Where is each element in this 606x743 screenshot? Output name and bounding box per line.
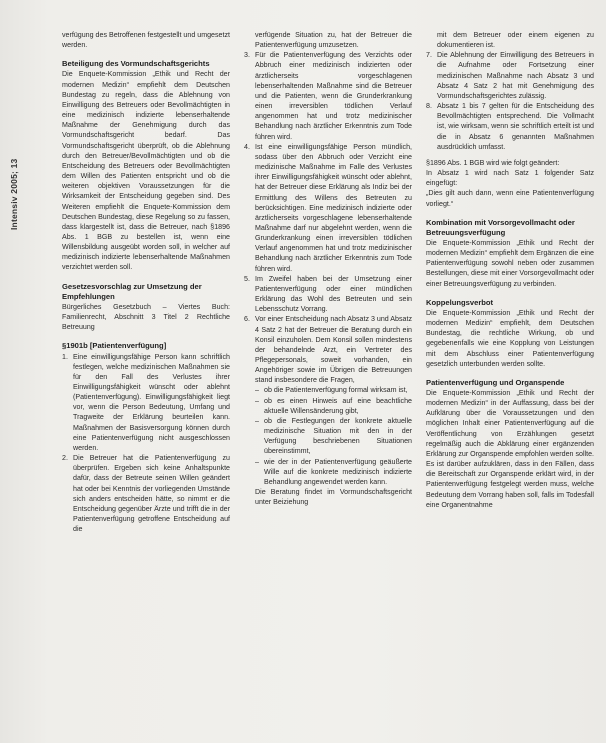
bullet-text: ob es einen Hinweis auf eine beachtliche aktuelle Willensänderung gibt, xyxy=(264,396,412,415)
paragraph: mit dem Betreuer oder einem eigenen zu dokumentieren ist. xyxy=(437,31,594,50)
numbered-list xyxy=(62,352,230,535)
paragraph: „Dies gilt auch dann, wenn eine Patientenverfügung vorliegt.“ xyxy=(426,189,594,208)
list-item-continued xyxy=(244,30,412,50)
journal-issue-label: Intensiv 2005; 13 xyxy=(9,158,19,230)
paragraph: Die Enquete-Kommission „Ethik und Recht der modernen Medizin“ empfiehlt dem Deutschen Bundestag zu regeln, dass die Ablehnung von Einwilligung des Betreuers oder Bevollmächtigten in eine medizinisch indizierte lebenserhaltende Maßnahme der Genehmigung durch das Vormundschaftsgericht bedarf. Das Vormundschaftsgericht überprüft, ob die Ablehnung durch den Betreuer/Bevollmächtigten und ob die Entscheidung des Betreuers oder Bevollmächtigten dem Willen des Patienten entspricht und ob die weiteren objektiven Voraussetzungen für die Wirksamkeit der Entscheidung gegeben sind. Des Weiteren empfiehlt die Enquete-Kommission dem Deutschen Bundestag, diese Regelung so zu fassen, dass klargestellt ist, dass die Betreuer, nach §1896 Abs. 1 BGB zu bestellen ist, wenn eine Willensbildung ausgeübt worden soll, in welcher auf medizinisch indizierte lebenserhaltende Maßnahmen verzichtet werden soll. xyxy=(62,70,230,272)
paragraph: verfügende Situation zu, hat der Betreuer die Patientenverfügung umzusetzen. xyxy=(255,31,412,50)
section-heading: Gesetzesvorschlag zur Umsetzung der Empfehlungen xyxy=(62,281,202,301)
bullet-text: ob die Festlegungen der konkrete aktuelle medizinische Situation mit den in der Verfügung beschriebenen Situationen übereinstimmt, xyxy=(264,416,412,456)
bullet-item xyxy=(255,416,412,457)
section-heading: Kombination mit Vorsorgevollmacht oder Betreuungsverfügung xyxy=(426,217,575,237)
list-item-text: Für die Patientenverfügung des Verzichts oder Abbruch einer medizinisch indizierten oder ärztlicherseits vorgeschlagenen lebenserhaltenden Maßnahme sind die Betreuer und die Patienten, wenn die Grunderkrankung einen irreversiblen tödlichen Verlauf angenommen hat und trotz medizinischer Behandlung nach ärztlicher Erkenntnis zum Tode führen wird. xyxy=(255,51,412,141)
paragraph: Die Enquete-Kommission „Ethik und Recht der modernen Medizin“ in der Auffassung, dass bei der Aufklärung über die Voraussetzungen und den möglichen Inhalt einer Patientenverfügung auf die Veröffentlichung von Erzählungen gesetzt regelmäßig auch die Abklärung einer ergänzenden Erklärung zur Organspende empfohlen werden sollte. Es ist darüber aufzuklären, dass in den Fällen, dass die Bereitschaft zur Organspende erklärt wird, in der Patientenverfügung festgelegt werden muss, welche Bedeutung dem Vorrang haben soll, falls im Todesfall eine Organentnahme xyxy=(426,389,594,509)
list-item xyxy=(244,314,412,507)
section-heading: Patientenverfügung und Organspende xyxy=(426,377,565,387)
paragraph: Die Enquete-Kommission „Ethik und Recht der modernen Medizin“ empfiehlt, dem Deutschen Bundestag, die rechtliche Wirkung, ob und gegebenenfalls wie eine Kopplung von Leistungen mit dem Abschluss einer Patientenverfügung gesetzlich unterbunden werden sollte. xyxy=(426,308,594,368)
list-item-text: Ist eine einwilligungsfähige Person mündlich, sodass über den Abbruch oder Verzicht eine medizinische Maßnahme im Falle des Verlustes ihrer Einwilligungsfähigkeit wünscht oder ablehnt, hat der Betreuer diese Erklärung als Indiz bei der Ermittlung des Willens des Betreuten zu berücksichtigen. Eine medizinisch indizierte oder ärztlicherseits vorgeschlagene lebenserhaltende Maßnahme darf nur abgelehnt werden, wenn die Grunderkrankung einen irreversiblen tödlichen Verlauf angenommen hat und trotz medizinischer Behandlung nach ärztlicher Erkenntnis zum Tode führen wird. xyxy=(255,142,412,273)
section-heading: Koppelungsverbot xyxy=(426,297,494,307)
numbered-list xyxy=(244,50,412,507)
list-number: 6. xyxy=(244,315,250,324)
list-item xyxy=(244,142,412,274)
bullet-dash: – xyxy=(255,416,259,425)
list-item-text: Absatz 1 bis 7 gelten für die Entscheidung des Bevollmächtigten entsprechend. Die Vollmacht ist, wie wirksam, wenn sie schriftlich erteilt ist und die in Absatz 6 genannten Maßnahmen ausdrücklich umfasst. xyxy=(437,102,594,151)
list-item xyxy=(426,50,594,101)
section-heading: Beteiligung des Vormundschaftsgerichts xyxy=(62,59,210,69)
paragraph: Die Beratung findet im Vormundschaftsgericht unter Beiziehung xyxy=(255,488,412,507)
running-head xyxy=(9,60,23,230)
column-2 xyxy=(244,30,412,507)
list-number: 4. xyxy=(244,142,250,151)
list-item-text: Die Ablehnung der Einwilligung des Betreuers in die Aufnahme oder Fortsetzung einer medizinischen Maßnahme nach Absatz 3 und Absatz 4 Satz 2 hat mit Genehmigung des Vormundschaftsgerichtes zulässig. xyxy=(437,51,594,100)
list-item xyxy=(244,50,412,141)
list-item-text: Im Zweifel haben bei der Umsetzung einer Patientenverfügung oder einer mündlichen Erklärung das Wohl des Betreuten und sein Lebensschutz Vorrang. xyxy=(255,274,412,314)
bullet-list xyxy=(255,385,412,487)
list-item-text: Die Betreuer hat die Patientenverfügung zu überprüfen. Ergeben sich keine Anhaltspunkte dafür, dass der Betreute seinen Willen geändert hat oder bei Kenntnis der vorliegenden Umstände sich anders entscheiden hätte, so nimmt er die Entscheidung gegenüber Ärzte und trifft die in der Patientenverfügung getroffene Entscheidung auf die xyxy=(73,454,230,534)
bullet-text: wie der in der Patientenverfügung geäußerte Wille auf die konkrete medizinisch indizierte Behandlung angewendet werden kann. xyxy=(264,457,412,486)
list-item-continued xyxy=(426,30,594,50)
column-1 xyxy=(62,30,230,534)
column-3 xyxy=(426,30,594,510)
bullet-item xyxy=(255,457,412,487)
list-item-text: Vor einer Entscheidung nach Absatz 3 und Absatz 4 Satz 2 hat der Betreuer die Beratung durch ein Konsil einzuholen. Dem Konsil sollen mindestens der behandelnde Arzt, ein Vertreter des Pflegepersonals, soweit vorhanden, ein Angehöriger sowie im Übrigen die Betreuungen stand insbesondere die Fragen, xyxy=(255,315,412,385)
bullet-dash: – xyxy=(255,396,259,405)
numbered-list xyxy=(426,50,594,152)
paragraph: Bürgerliches Gesetzbuch – Viertes Buch: Familienrecht, Abschnitt 3 Titel 2 Rechtliche Betreuung xyxy=(62,302,230,332)
paragraph: Die Enquete-Kommission „Ethik und Recht der modernen Medizin“ empfiehlt dem Ergänzen die eine Patientenverfügung sowohl neben oder zusammen Bestellungen, diese mit einer Vorsorgevollmacht oder einer Betreuungsverfügung zu verbinden. xyxy=(426,238,594,288)
list-number: 5. xyxy=(244,274,250,283)
list-item xyxy=(244,274,412,315)
section-heading: §1901b [Patientenverfügung] xyxy=(62,341,167,351)
list-item-text: Eine einwilligungsfähige Person kann schriftlich festlegen, welche medizinischen Maßnahmen sie für den Fall des Verlustes ihrer Einwilligungsfähigkeit wünscht oder ablehnt (Patientenverfügung). Einwilligungsfähigkeit liegt vor, wenn die Person Bedeutung, Umfang und Tragweite der Erklärung beurteilen kann. Maßnahmen der Basisversorgung können durch eine Patientenverfügung nicht ausgeschlossen werden. xyxy=(73,352,230,452)
paragraph: §1896 Abs. 1 BGB wird wie folgt geändert: xyxy=(426,158,560,167)
bullet-item xyxy=(255,385,412,395)
bullet-item xyxy=(255,396,412,416)
bullet-dash: – xyxy=(255,386,259,395)
paragraph: verfügung des Betroffenen festgestellt und umgesetzt werden. xyxy=(62,31,230,50)
list-number: 3. xyxy=(244,51,250,60)
list-number: 7. xyxy=(426,51,432,60)
list-item xyxy=(62,352,230,454)
list-item xyxy=(426,101,594,152)
list-item xyxy=(62,453,230,534)
bullet-text: ob die Patientenverfügung formal wirksam ist, xyxy=(264,386,408,395)
list-number: 2. xyxy=(62,454,68,463)
paragraph: In Absatz 1 wird nach Satz 1 folgender Satz eingefügt: xyxy=(426,169,594,188)
list-number: 1. xyxy=(62,352,68,361)
list-number: 8. xyxy=(426,102,432,111)
bullet-dash: – xyxy=(255,457,259,466)
